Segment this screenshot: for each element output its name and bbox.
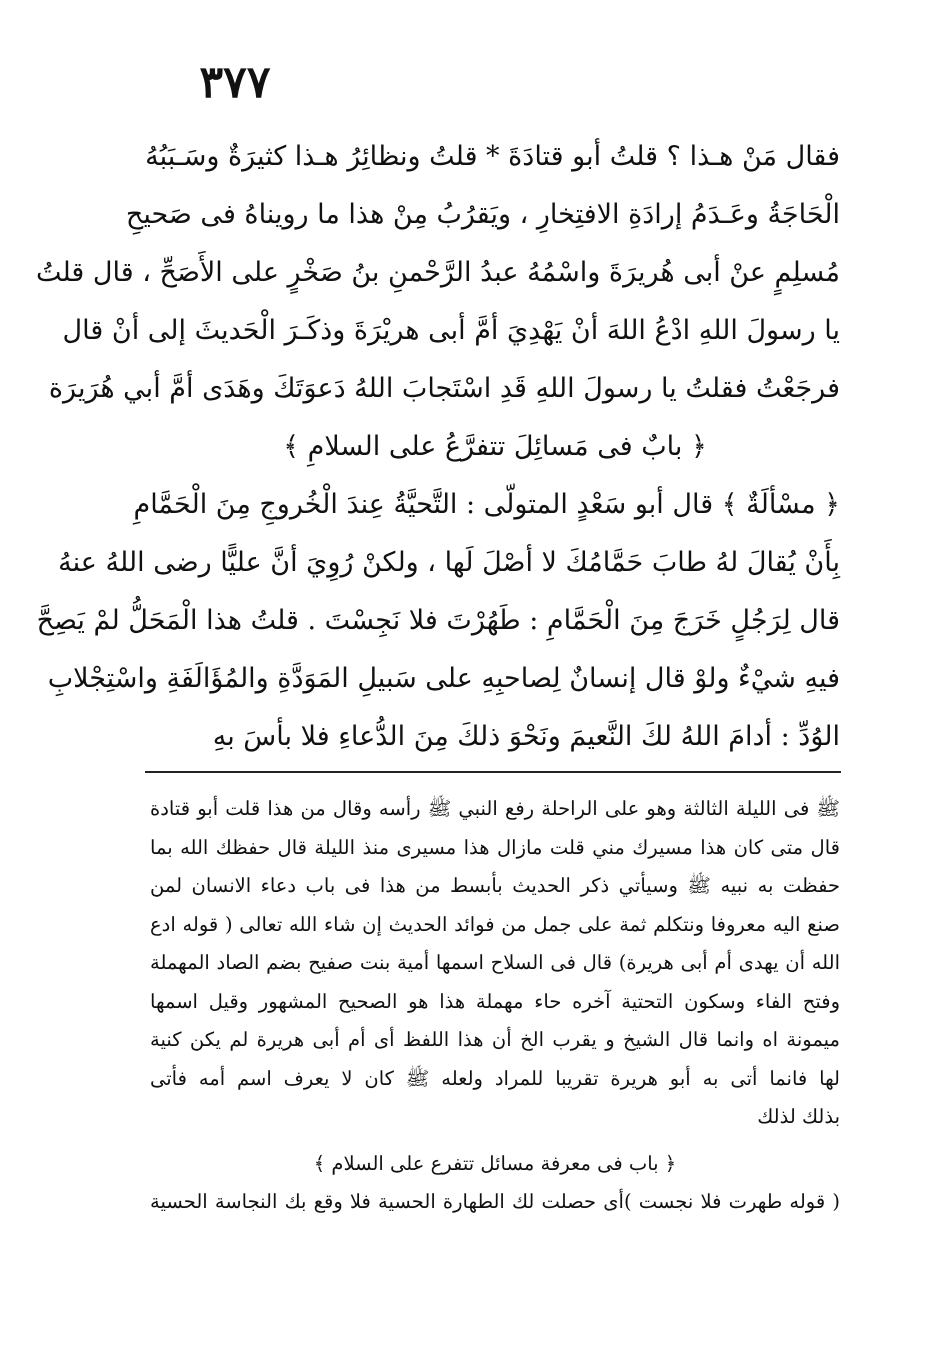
note-line: ﷺ فى الليلة الثالثة وهو على الراحلة رفع النبي ﷺ رأسه وقال من هذا قلت أبو قتادة — [150, 797, 840, 820]
note-line: ميمونة اه وانما قال الشيخ و يقرب الخ أن هذا اللفظ أى أم أبى هريرة لم يكن كنية — [150, 1028, 840, 1051]
main-text-line: يا رسولَ اللهِ ادْعُ اللهَ أنْ يَهْدِيَ أمَّ أبى هريْرَةَ وذكَـرَ الْحَديثَ إلى أنْ قال — [62, 315, 840, 346]
note-line: صنع اليه معروفا ونتكلم ثمة على جمل من فوائد الحديث إن شاء الله تعالى ( قوله ادع — [150, 912, 840, 936]
main-text-line: بِأَنْ يُقالَ لهُ طابَ حَمَّامُكَ لا أصْلَ لَها ، ولكنْ رُوِيَ أنَّ عليًّا رضى اللهُ عنهُ — [58, 547, 840, 578]
main-text-line: الوُدِّ : أدامَ اللهُ لكَ النَّعيمَ ونَحْوَ ذلكَ مِنَ الدُّعاءِ فلا بأسَ بهِ — [212, 721, 840, 752]
main-text-body — [35, 128, 840, 766]
note-line: ( قوله طهرت فلا نجست )أى حصلت لك الطهارة الحسية فلا وقع بك النجاسة الحسية — [150, 1190, 840, 1213]
main-text-line: ﴿ مسْألَةٌ ﴾ قال أبو سَعْدٍ المتولّى : التَّحيَّةُ عِندَ الْخُروجِ مِنَ الْحَمَّامِ — [133, 489, 840, 520]
main-text-line: مُسلِمٍ عنْ أبى هُريرَةَ واسْمُهُ عبدُ الرَّحْمنِ بنُ صَخْرٍ على الأَصَحِّ ، قال قلتُ — [35, 257, 840, 288]
note-chapter-heading: ﴿ باب فى معرفة مسائل تتفرع على السلام ﴾ — [313, 1151, 677, 1175]
note-line: وفتح الفاء وسكون التحتية آخره حاء مهملة هذا هو الصحيح المشهور وقيل اسمها — [150, 989, 840, 1013]
commentary-notes — [150, 790, 840, 1222]
page-number: ٣٧٧ — [199, 57, 271, 108]
note-line: الله أن يهدى أم أبى هريرة) قال فى السلاح اسمها أمية بنت صفيح بضم الصاد المهملة — [150, 951, 840, 974]
main-text-line: الْحَاجَةُ وعَـدَمُ إرادَةِ الافتِخارِ ، ويَقرُبُ مِنْ هذا ما رويناهُ فى صَحيحِ — [125, 199, 840, 230]
chapter-heading: ﴿ بابٌ فى مَسائِلَ تتفرَّعُ على السلامِ ﴾ — [283, 431, 707, 462]
main-text-line: فقال مَنْ هـذا ؟ قلتُ أبو قتادَةَ * قلتُ ونظائِرُ هـذا كثيرَةٌ وسَـبَبُهُ — [145, 141, 840, 172]
main-text-line: فرجَعْتُ فقلتُ يا رسولَ اللهِ قَدِ اسْتَجابَ اللهُ دَعوَتَكَ وهَدَى أمَّ أبي هُرَيرَة — [48, 373, 840, 404]
note-line: قال متى كان هذا مسيرك مني قلت مازال هذا مسيرى منذ الليلة قال حفظك الله بما — [150, 835, 840, 859]
note-line: لها فانما أتى به أبو هريرة تقريبا للمراد ولعله ﷺ كان لا يعرف اسم أمه فأتى — [150, 1066, 840, 1090]
note-line: حفظت به نبيه ﷺ وسيأتي ذكر الحديث بأبسط من هذا فى باب دعاء الانسان لمن — [150, 874, 840, 897]
footnote-divider — [145, 771, 841, 773]
main-text-line: فيهِ شيْءٌ ولوْ قال إنسانٌ لِصاحبِهِ على سَبيلِ المَوَدَّةِ والمُؤَالَفَةِ واسْتِجْلابِ — [47, 663, 840, 694]
note-line: بذلك لذلك — [757, 1105, 840, 1128]
main-text-line: قال لِرَجُلٍ خَرَجَ مِنَ الْحَمَّامِ : طَهُرْتَ فلا نَجِسْتَ . قلتُ هذا الْمَحَلُّ لمْ يَصِحَّ — [36, 605, 840, 636]
